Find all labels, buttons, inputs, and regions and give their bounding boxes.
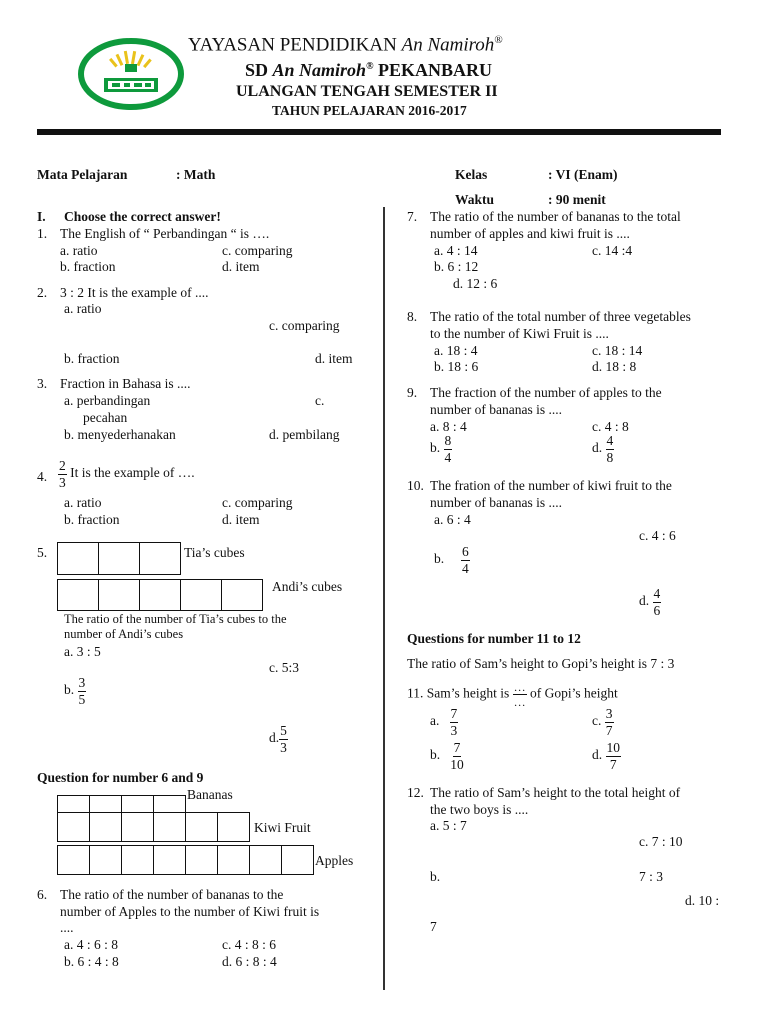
q6-option-d: d. 6 : 8 : 4	[222, 954, 277, 969]
q7-option-c: c. 14 :4	[592, 243, 633, 258]
q7-option-a: a. 4 : 14	[434, 243, 478, 258]
q11-option-b: b. $\frac{7}{10}$	[430, 740, 464, 772]
q12-option-d: d. 10 :	[685, 893, 720, 908]
q6-option-a: a. 4 : 6 : 8	[64, 937, 118, 952]
foundation-title: YAYASAN PENDIDIKAN An Namiroh®	[188, 34, 503, 56]
school-name: SD An Namiroh® PEKANBARU	[245, 60, 493, 80]
andi-cubes-diagram	[57, 579, 263, 611]
tia-cube	[57, 542, 99, 575]
q9-text-line2: number of bananas is ....	[430, 402, 562, 417]
q4-stem: $\frac{2}{3}$ It is the example of ….	[59, 458, 195, 490]
q2-option-b: b. fraction	[64, 351, 120, 366]
q1112-title: Questions for number 11 to 12	[407, 631, 581, 646]
q5-option-a: a. 3 : 5	[64, 644, 101, 659]
kiwi-box	[121, 812, 154, 842]
q12-option-c: c. 7 : 10	[639, 834, 683, 849]
q8-text-line1: The ratio of the total number of three vegetables	[430, 309, 691, 324]
q7-option-b: b. 6 : 12	[434, 259, 479, 274]
q2-text: 3 : 2 It is the example of ....	[60, 285, 209, 300]
q12-option-b-value: 7 : 3	[639, 869, 664, 884]
q7-text-line1: The ratio of the number of bananas to the total	[430, 209, 681, 224]
andi-cube	[57, 579, 99, 611]
q4-number: 4.	[37, 469, 48, 484]
tia-cube	[98, 542, 140, 575]
q11-option-c: c. $\frac{3}{7}$	[592, 706, 613, 738]
q8-option-a: a. 18 : 4	[434, 343, 478, 358]
andi-cubes-label: Andi’s cubes	[272, 579, 343, 594]
header-rule	[37, 129, 721, 135]
time-label: Waktu	[455, 192, 495, 207]
banana-box	[89, 795, 122, 813]
andi-cube	[139, 579, 181, 611]
subject-value: : Math	[176, 167, 216, 182]
apple-box	[281, 845, 314, 875]
q4-option-b: b. fraction	[64, 512, 120, 527]
andi-cube	[221, 579, 263, 611]
q4-option-c: c. comparing	[222, 495, 293, 510]
banana-box	[153, 795, 186, 813]
q3-option-c-marker: c.	[315, 393, 325, 408]
q10-option-d: d. $\frac{4}{6}$	[639, 586, 661, 618]
class-label: Kelas	[455, 167, 488, 182]
kiwi-box	[153, 812, 186, 842]
apple-box	[249, 845, 282, 875]
section-number: I.	[37, 209, 46, 224]
apple-box	[57, 845, 90, 875]
q9-number: 9.	[407, 385, 418, 400]
q1-option-b: b. fraction	[60, 259, 116, 274]
q5-text-line1: The ratio of the number of Tia’s cubes to the	[64, 612, 287, 626]
banana-box	[57, 795, 90, 813]
tia-cubes-diagram	[57, 542, 181, 575]
q12-number: 12.	[407, 785, 424, 800]
q6-option-b: b. 6 : 4 : 8	[64, 954, 119, 969]
q12-option-a: a. 5 : 7	[430, 818, 467, 833]
q5-option-d: d. $\frac{5}{3}$	[269, 723, 287, 755]
q1-option-c: c. comparing	[222, 243, 293, 258]
q2-number: 2.	[37, 285, 48, 300]
apple-box	[121, 845, 154, 875]
q3-option-d: d. pembilang	[269, 427, 340, 442]
academic-year: TAHUN PELAJARAN 2016-2017	[272, 103, 467, 118]
q8-text-line2: to the number of Kiwi Fruit is ....	[430, 326, 609, 341]
q4-fraction: $\frac{2}{3}$	[59, 458, 66, 490]
q3-option-a: a. perbandingan	[64, 393, 151, 408]
q1-option-a: a. ratio	[60, 243, 98, 258]
school-logo	[78, 38, 184, 110]
q6-text-line1: The ratio of the number of bananas to the	[60, 887, 284, 902]
q7-text-line2: number of apples and kiwi fruit is ....	[430, 226, 630, 241]
q10-number: 10.	[407, 478, 424, 493]
column-divider	[383, 207, 385, 990]
q7-number: 7.	[407, 209, 418, 224]
kiwi-box	[89, 812, 122, 842]
q3-number: 3.	[37, 376, 48, 391]
q8-option-d: d. 18 : 8	[592, 359, 637, 374]
q3-option-b: b. menyederhanakan	[64, 427, 176, 442]
class-value: : VI (Enam)	[548, 167, 618, 182]
q5-text-line2: number of Andi’s cubes	[64, 627, 184, 641]
q8-option-b: b. 18 : 6	[434, 359, 479, 374]
q6-option-c: c. 4 : 8 : 6	[222, 937, 276, 952]
tia-cubes-label: Tia’s cubes	[184, 545, 245, 560]
q12-text-line2: the two boys is ....	[430, 802, 529, 817]
kiwi-box	[57, 812, 90, 842]
subject-label: Mata Pelajaran	[37, 167, 128, 182]
q10-text-line2: number of bananas is ....	[430, 495, 562, 510]
q10-text-line1: The fration of the number of kiwi fruit to the	[430, 478, 672, 493]
kiwi-diagram	[57, 812, 250, 842]
q11-stem: 11. Sam’s height is $\frac{\dots}{\dots}$ of Gopi’s height	[407, 680, 618, 709]
q10-option-a: a. 6 : 4	[434, 512, 471, 527]
apple-box	[217, 845, 250, 875]
andi-cube	[98, 579, 140, 611]
apple-box	[185, 845, 218, 875]
q6-text-line2: number of Apples to the number of Kiwi fruit is	[60, 904, 320, 919]
q9-option-c: c. 4 : 8	[592, 419, 629, 434]
q1-option-d: d. item	[222, 259, 260, 274]
apple-box	[89, 845, 122, 875]
q2-option-c: c. comparing	[269, 318, 340, 333]
bananas-diagram	[57, 795, 186, 813]
q6-text-line3: ....	[60, 920, 74, 935]
q3-text: Fraction in Bahasa is ....	[60, 376, 191, 391]
q4-option-a: a. ratio	[64, 495, 102, 510]
kiwi-box	[185, 812, 218, 842]
q11-option-a: a. $\frac{7}{3}$	[430, 706, 458, 738]
q12-option-b-marker: b.	[430, 869, 441, 884]
q3-option-c-text: pecahan	[83, 410, 128, 425]
tia-cube	[139, 542, 181, 575]
q9-text-line1: The fraction of the number of apples to the	[430, 385, 662, 400]
q8-option-c: c. 18 : 14	[592, 343, 643, 358]
apples-label: Apples	[315, 853, 354, 868]
bananas-label: Bananas	[187, 787, 233, 802]
apple-box	[153, 845, 186, 875]
q10-option-c: c. 4 : 6	[639, 528, 676, 543]
q9-option-b: b. $\frac{8}{4}$	[430, 433, 452, 465]
banana-box	[121, 795, 154, 813]
apples-diagram	[57, 845, 314, 875]
q1112-text: The ratio of Sam’s height to Gopi’s height is 7 : 3	[407, 656, 675, 671]
q12-text-line1: The ratio of Sam’s height to the total height of	[430, 785, 681, 800]
q69-title: Question for number 6 and 9	[37, 770, 204, 785]
time-value: : 90 menit	[548, 192, 606, 207]
kiwi-label: Kiwi Fruit	[254, 820, 311, 835]
q6-number: 6.	[37, 887, 48, 902]
q10-option-b: b. $\frac{6}{4}$	[434, 544, 469, 576]
q11-option-d: d. $\frac{10}{7}$	[592, 740, 620, 772]
q2-option-a: a. ratio	[64, 301, 102, 316]
q5-option-c: c. 5:3	[269, 660, 299, 675]
q2-option-d: d. item	[315, 351, 353, 366]
q7-option-d: d. 12 : 6	[453, 276, 498, 291]
andi-cube	[180, 579, 222, 611]
q9-option-d: d. $\frac{4}{8}$	[592, 433, 614, 465]
q1-number: 1.	[37, 226, 48, 241]
section-title: Choose the correct answer!	[64, 209, 221, 224]
q9-option-a: a. 8 : 4	[430, 419, 467, 434]
q4-option-d: d. item	[222, 512, 260, 527]
q5-number: 5.	[37, 545, 48, 560]
q8-number: 8.	[407, 309, 418, 324]
kiwi-box	[217, 812, 250, 842]
q1-text: The English of “ Perbandingan “ is ….	[60, 226, 270, 241]
q5-option-b: b. $\frac{3}{5}$	[64, 675, 86, 707]
q12-option-d-cont: 7	[430, 919, 437, 934]
exam-title: ULANGAN TENGAH SEMESTER II	[236, 83, 498, 100]
